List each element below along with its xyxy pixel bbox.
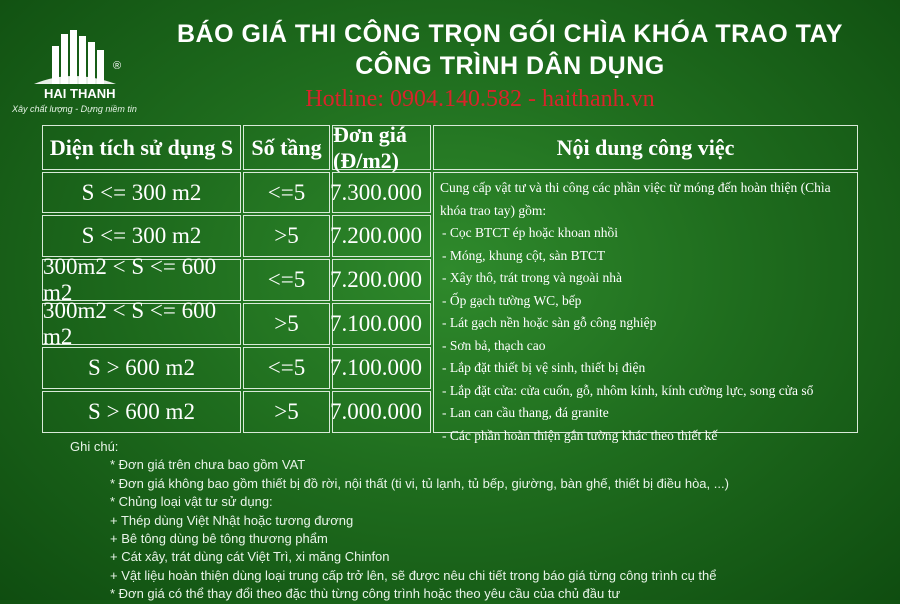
content-item: - Móng, khung cột, sàn BTCT: [442, 247, 606, 263]
header-price: Đơn giá (Đ/m2): [332, 125, 431, 170]
note-line: * Đơn giá có thể thay đổi theo đặc thù từng công trình hoặc theo yêu cầu của chủ đầu tư: [110, 586, 621, 602]
content-item: - Cọc BTCT ép hoặc khoan nhồi: [442, 225, 618, 240]
work-content-cell: [433, 172, 858, 443]
row-1-area: S <= 300 m2: [42, 172, 241, 213]
row-6-area: S > 600 m2: [42, 391, 241, 433]
note-line: + Thép dùng Việt Nhật hoặc tương đương: [110, 512, 354, 528]
header-content: Nội dung công việc: [433, 125, 858, 170]
note-line: + Bê tông dùng bê tông thương phẩm: [110, 531, 328, 547]
content-item: - Xây thô, trát trong và ngoài nhà: [442, 270, 622, 285]
brand-slogan: Xây chất lượng - Dựng niềm tin: [12, 104, 137, 114]
row-6-floors: >5: [243, 391, 330, 433]
row-4-area: 300m2 < S <= 600 m2: [42, 303, 241, 345]
row-2-floors: >5: [243, 215, 330, 257]
row-5-area: S > 600 m2: [42, 347, 241, 389]
note-line: * Chủng loại vật tư sử dụng:: [110, 494, 273, 510]
row-3-floors: <=5: [243, 259, 330, 301]
content-item: - Lắp đặt cửa: cửa cuốn, gỗ, nhôm kính, kính cường lực, song cửa sổ: [442, 382, 814, 398]
header-area: Diện tích sử dụng S: [42, 125, 241, 170]
row-6-price: 7.000.000: [332, 391, 431, 433]
row-4-floors: >5: [243, 303, 330, 345]
content-item: - Sơn bả, thạch cao: [442, 337, 546, 353]
price-table: [42, 121, 858, 443]
registered-mark: ®: [113, 60, 122, 72]
note-line: + Vật liệu hoàn thiện dùng loại trung cấp trở lên, sẽ được nêu chi tiết trong báo giá từng công trình cụ thể: [110, 567, 717, 583]
title-line-2: CÔNG TRÌNH DÂN DỤNG: [355, 52, 665, 80]
hotline-text: Hotline: 0904.140.582 - haithanh.vn: [305, 86, 655, 112]
brand-name: HAI THANH: [44, 86, 116, 101]
content-intro: Cung cấp vật tư và thi công các phần việc từ móng đến hoàn thiện (Chìa khóa trao tay) gồm:: [440, 180, 831, 218]
row-3-area: 300m2 < S <= 600 m2: [42, 259, 241, 301]
row-5-price: 7.100.000: [332, 347, 431, 389]
notes-heading: Ghi chú:: [70, 439, 119, 454]
header-floors: Số tầng: [243, 125, 330, 170]
title-line-1: BÁO GIÁ THI CÔNG TRỌN GÓI CHÌA KHÓA TRAO TAY: [177, 20, 843, 48]
notes-section: [70, 438, 870, 604]
content-item: - Ốp gạch tường WC, bếp: [442, 292, 582, 308]
row-2-price: 7.200.000: [332, 215, 431, 257]
note-line: * Đơn giá không bao gồm thiết bị đồ rời, nội thất (ti vi, tủ lạnh, tủ bếp, giường, bàn ghế, thiết bị điều hòa, ...): [110, 475, 729, 491]
content-item: - Lan can cầu thang, đá granite: [442, 405, 609, 420]
row-1-floors: <=5: [243, 172, 330, 213]
note-line: * Đơn giá trên chưa bao gồm VAT: [110, 457, 306, 473]
row-5-floors: <=5: [243, 347, 330, 389]
row-2-area: S <= 300 m2: [42, 215, 241, 257]
note-line: + Cát xây, trát dùng cát Việt Trì, xi măng Chinfon: [110, 549, 390, 565]
content-item: - Lắp đặt thiết bị vệ sinh, thiết bị điện: [442, 360, 646, 375]
content-item: - Lát gạch nền hoặc sàn gỗ công nghiệp: [442, 315, 657, 330]
row-4-price: 7.100.000: [332, 303, 431, 345]
content-item: - Các phần hoàn thiện gắn tường khác theo thiết kế: [442, 427, 718, 443]
row-3-price: 7.200.000: [332, 259, 431, 301]
row-1-price: 7.300.000: [332, 172, 431, 213]
